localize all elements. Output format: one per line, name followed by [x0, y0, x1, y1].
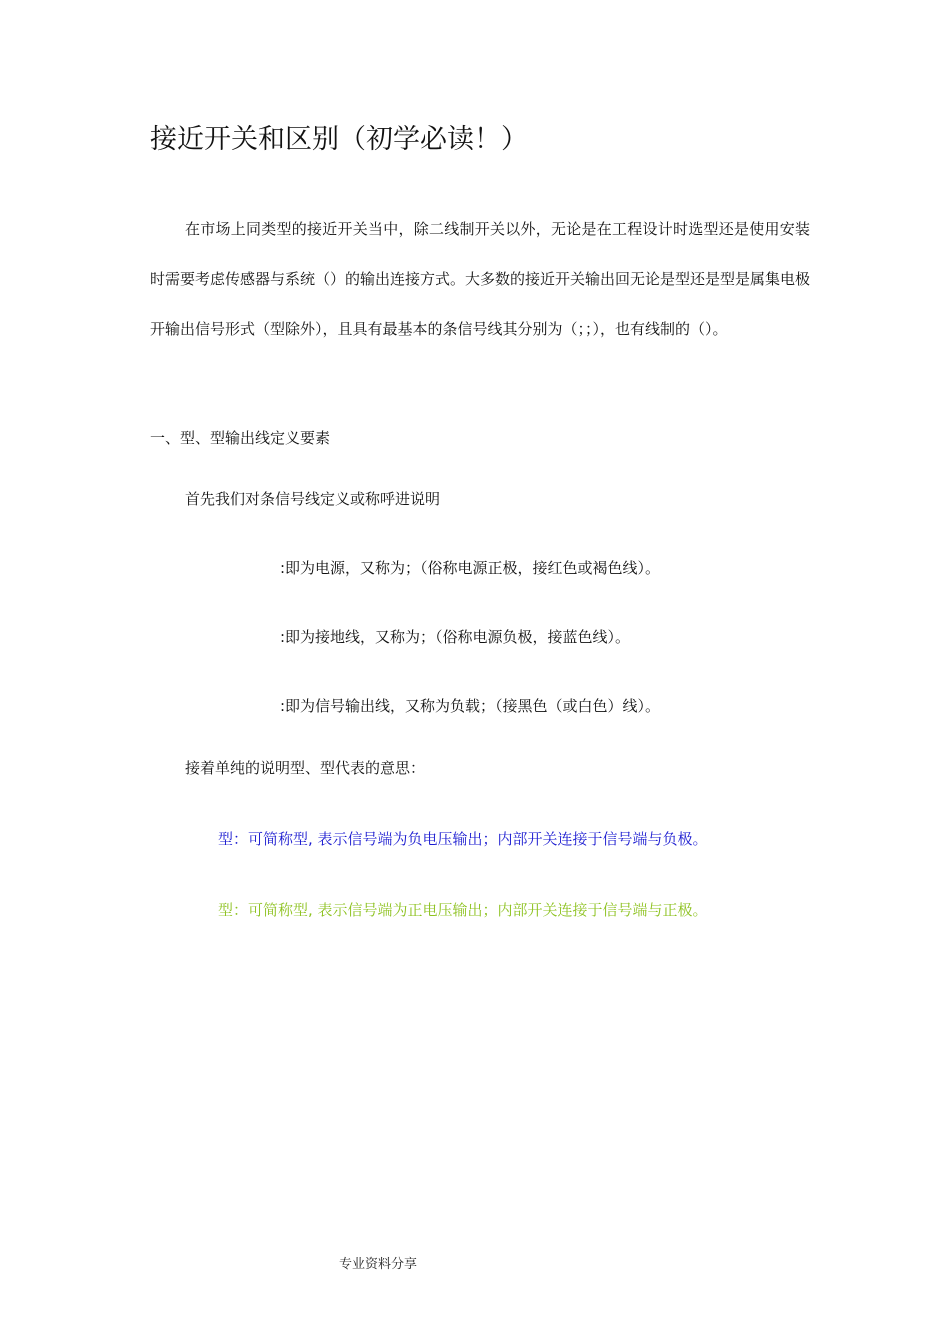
- definition-intro: 首先我们对条信号线定义或称呼进说明: [185, 490, 441, 508]
- definition-gnd: :即为接地线，又称为；（俗称电源负极，接蓝色线）。: [280, 628, 631, 646]
- npn-type-line: 型：可简称型, 表示信号端为负电压输出；内部开关连接于信号端与负极。: [218, 830, 708, 848]
- definition-vcc: :即为电源，又称为；（俗称电源正极，接红色或褐色线）。: [280, 559, 661, 577]
- definition-output: :即为信号输出线，又称为负载；（接黑色（或白色）线）。: [280, 697, 661, 715]
- footer-note: 专业资料分享: [339, 1257, 418, 1272]
- page-title: 接近开关和区别（初学必读！）: [150, 124, 528, 155]
- pnp-type-line: 型：可简称型, 表示信号端为正电压输出；内部开关连接于信号端与正极。: [218, 901, 708, 919]
- type-intro: 接着单纯的说明型、型代表的意思：: [185, 759, 426, 777]
- intro-paragraph: 在市场上同类型的接近开关当中，除二线制开关以外，无论是在工程设计时选型还是使用安装时需要考虑传感器与系统（）的输出连接方式。大多数的接近开关输出回无论是型还是型是属集电极开输出信号形式（型除外），且具有最基本的条信号线其分别为（；；），也有线制的（）。: [150, 220, 811, 338]
- section-heading: 一、型、型输出线定义要素: [150, 429, 331, 447]
